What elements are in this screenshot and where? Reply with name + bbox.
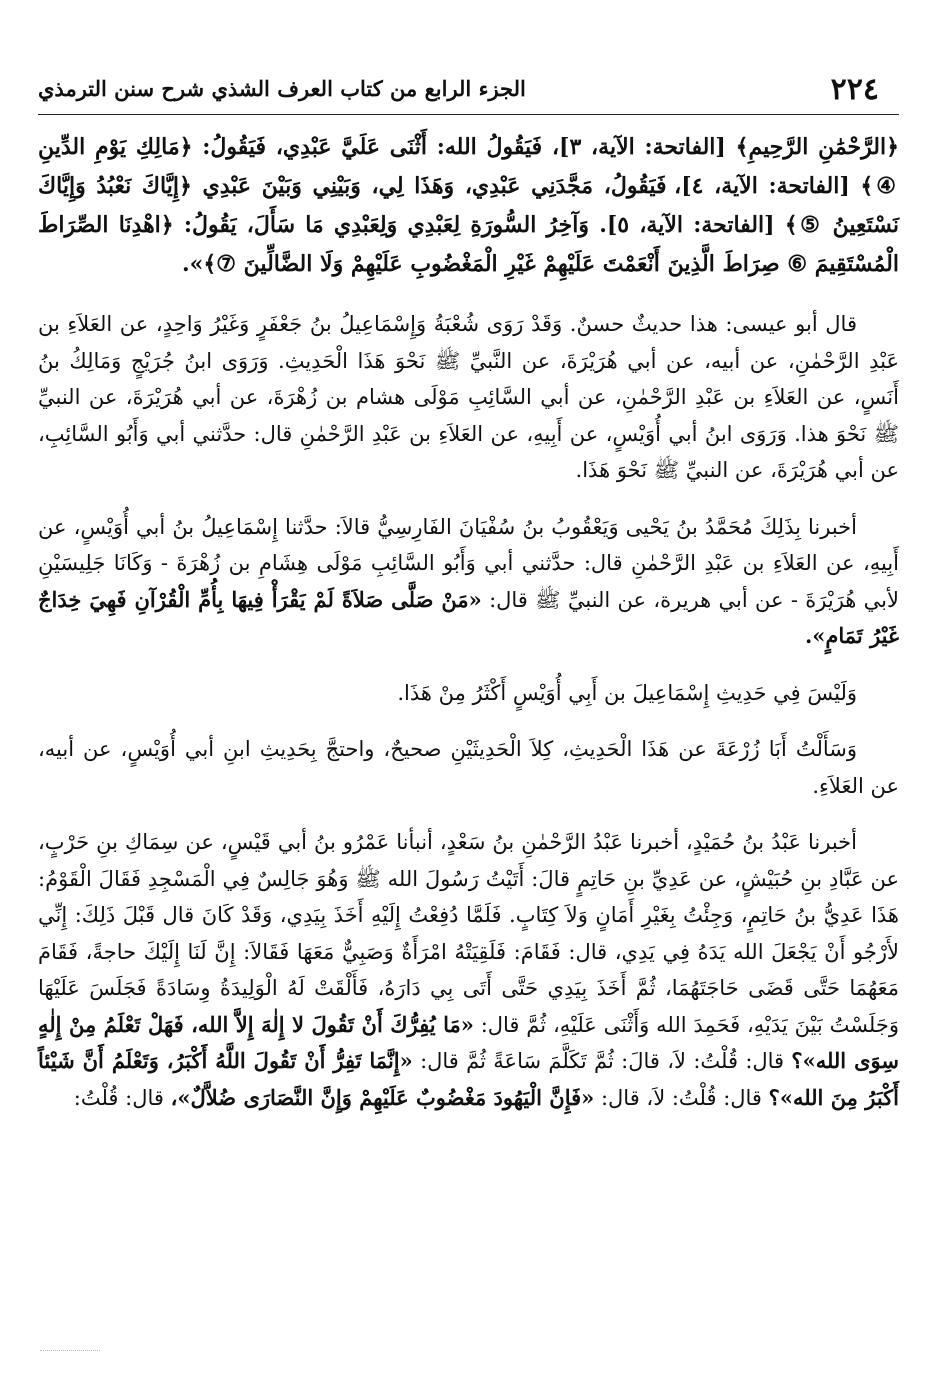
isnad-paragraph-1: قال أبو عيسى: هذا حديثٌ حسنٌ. وَقَدْ رَوَى شُعْبَةُ وَإِسْمَاعِيلُ بنُ جَعْفَرٍ وَغَيْرُ وَاحِدٍ، عن العَلاَءِ بن عَبْدِ الرَّحْمٰنِ، عن أبيه، عن أبي هُرَيْرَةَ، عن النَّبيِّ ﷺ نَحْوَ هَذَا الْحَدِيثِ. وَرَوَى ابنُ جُرَيْجٍ وَمَالِكُ بنُ أَنَسٍ، عن العَلاَءِ بن عَبْدِ الرَّحْمٰنِ، عن أبي السَّائِبِ مَوْلَى هشام بن زُهْرَةَ، عن أبي هُرَيْرَةَ، عن النبيِّ ﷺ نَحْوَ هذا. وَرَوَى ابنُ أبي أُوَيْسٍ، عن أَبِيهِ، عن العَلاَءِ بن عَبْدِ الرَّحْمٰنِ قال: حدَّثني أبي وَأَبُو السَّائِبِ، عن أبي هُرَيْرَةَ، عن النبيِّ ﷺ نَحْوَ هَذَا.: [38, 312, 899, 482]
adi-hadith-paragraph: [38, 824, 899, 1116]
narration-text: قال: قُلْتُ: لاَ، قال:: [600, 1085, 762, 1110]
narration-text: أخبرنا عَبْدُ بنُ حُمَيْدٍ، أخبرنا عَبْدُ الرَّحْمٰنِ بنُ سَعْدٍ، أنبأنا عَمْرُو بنُ أبي قَيْسٍ، عن سِمَاكِ بنِ حَرْبٍ، عن عَبَّادِ بنِ حُبَيْشٍ، عن عَدِيِّ بنِ حَاتِمٍ قالَ: أَتَيْتُ رَسُولَ الله ﷺ وَهُوَ جَالِسٌ فِي الْمَسْجِدِ فَقَالَ الْقَوْمُ: هَذَا عَدِيُّ بنُ حَاتِمٍ، وَجِئْتُ بِغَيْرِ أَمَانٍ وَلاَ كِتَابٍ. فَلَمَّا دُفِعْتُ إِلَيْهِ أَخَذَ بِيَدِي، وَقَدْ كَانَ قال قَبْلَ ذَلِكَ: إِنِّي لأَرْجُو أَنْ يَجْعَلَ الله يَدَهُ فِي يَدِي، قال: فَقَامَ: فَلَقِيَتْهُ امْرَأَةٌ وَصَبِيٌّ مَعَهَا فَقَالاَ: إِنَّ لَنَا إِلَيْكَ حاجةً، فَقَامَ مَعَهُمَا حَتَّى قَضَى حَاجَتَهُمَا، ثُمَّ أَخَذَ بِيَدِي حَتَّى أَتَى بِي دَارَهُ، فَأَلْقَتْ لَهُ الْوَلِيدَةُ وِسَادَةً فَجَلَسَ عَلَيْهَا وَجَلَسْتُ بَيْنَ يَدَيْهِ، فَحَمِدَ الله وَأَثْنَى عَلَيْهِ، ثُمَّ قال:: [38, 830, 900, 1037]
hadith-quote: «فَإِنَّ الْيَهُودَ مَغْضُوبٌ عَلَيْهِمْ وَإِنَّ النَّصَارَى ضُلاَّلٌ»،: [170, 1084, 595, 1110]
page-body: [38, 128, 899, 1136]
hadith-quote: «مَا يُفِرُّكَ أَنْ تَقُولَ لا إِلٰهَ إِلاَّ الله، فَهَلْ تَعْلَمُ مِنْ إِلٰهٍ سِوَى الله»؟: [38, 1011, 899, 1073]
page-header: [38, 62, 899, 115]
hadith-quote: «إِنَّمَا تَفِرُّ أَنْ تَقُولَ اللَّهُ أَكْبَرُ، وَتَعْلَمُ أَنَّ شَيْئاً أَكْبَرُ مِنَ الله»؟: [38, 1048, 899, 1110]
narration-text: أخبرنا بِذَلِكَ مُحَمَّدُ بنُ يَحْيى وَيَعْقُوبُ بنُ سُفْيَانَ الفَارِسِيُّ قالاَ: حدَّثنا إِسْمَاعِيلُ بنُ أبي أُوَيْسٍ، عن أَبِيهِ، عن العَلاَءِ بن عَبْدِ الرَّحْمٰنِ قال: حدَّثني أبي وَأَبُو السَّائِبِ مَوْلَى هِشَامِ بن زُهْرَةَ - وَكَانَا جَلِيسَيْنِ لأبي هُرَيْرَةَ - عن أبي هريرة، عن النبيِّ ﷺ قال:: [38, 514, 899, 612]
abu-zura-paragraph: وَسَأَلْتُ أَبَا زُرْعَةَ عن هَذَا الْحَدِيثِ، كِلاَ الْحَدِيثَيْنِ صحيحٌ، واحتجَّ بِحَدِيثِ ابنِ أبي أُوَيْسٍ، عن أبيه، عن العَلاَءِ.: [38, 737, 899, 798]
narration-text: قال: قُلْتُ:: [73, 1085, 164, 1110]
note-paragraph: وَلَيْسَ فِي حَدِيثِ إِسْمَاعِيلَ بن أَبِي أُوَيْسٍ أَكْثَرُ مِنْ هَذَا.: [397, 680, 857, 705]
narration-text: قال: قُلْتُ: لاَ، قالَ: ثُمَّ تَكَلَّمَ سَاعَةً ثُمَّ قال:: [420, 1049, 785, 1073]
page-number: ٢٢٤: [830, 72, 879, 107]
hadith-quote: «مَنْ صَلَّى صَلاَةً لَمْ يَقْرَأْ فِيهَا بِأُمِّ الْقُرْآنِ فَهِيَ خِدَاجٌ غَيْرُ تَمَامٍ».: [38, 586, 899, 648]
running-title: الجزء الرابع من كتاب العرف الشذي شرح سنن الترمذي: [38, 76, 526, 101]
isnad-paragraph-2: [38, 509, 899, 655]
quran-passage-paragraph: ﴿الرَّحْمَٰنِ الرَّحِيمِ﴾ [الفاتحة: الآية، ٣]، فَيَقُولُ الله: أَثْنَى عَلَيَّ عَبْدِي، فَيَقُولُ: ﴿مَالِكِ يَوْمِ الدِّينِ ④﴾ [الفاتحة: الآية، ٤]، فَيَقُولُ، مَجَّدَنِي عَبْدِي، وَهَذَا لِي، وَبَيْنِي وَبَيْنَ عَبْدِي ﴿إِيَّاكَ نَعْبُدُ وَإِيَّاكَ نَسْتَعِينُ ⑤﴾ [الفاتحة: الآية، ٥]. وَآخِرُ السُّورَةِ لِعَبْدِي وَلِعَبْدِي مَا سَأَلَ، يَقُولُ: ﴿اهْدِنَا الصِّرَاطَ الْمُسْتَقِيمَ ⑥ صِرَاطَ الَّذِينَ أَنْعَمْتَ عَلَيْهِمْ غَيْرِ الْمَغْضُوبِ عَلَيْهِمْ وَلَا الضَّالِّينَ ⑦﴾».: [38, 134, 899, 277]
footer-divider: [40, 1350, 100, 1351]
